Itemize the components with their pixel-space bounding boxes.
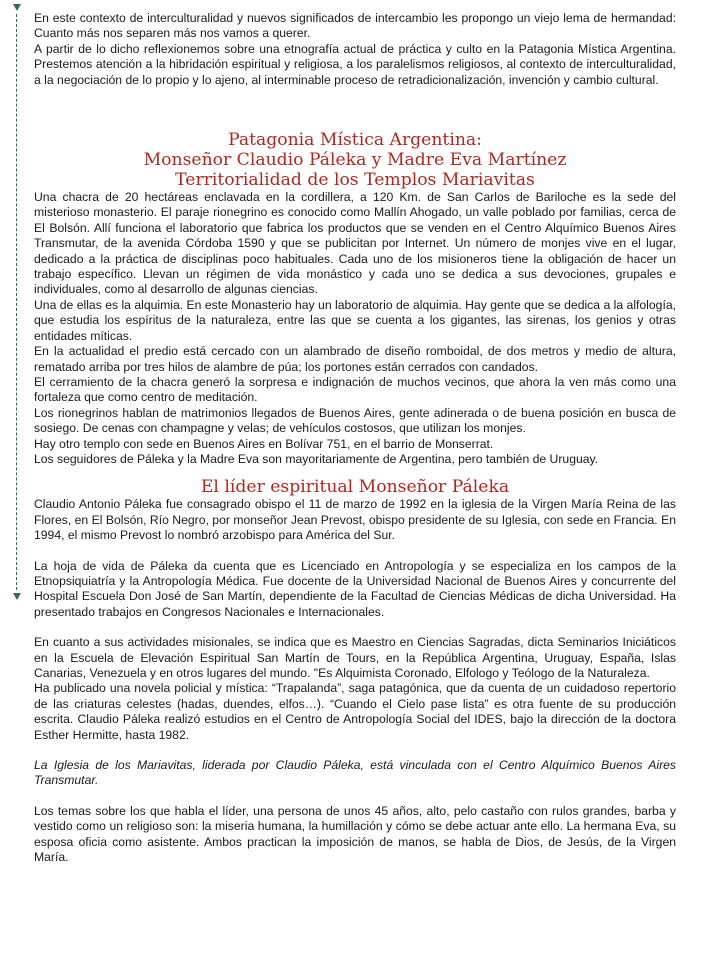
section-title: El líder espiritual Monseñor Páleka [200,477,510,498]
intro-paragraph: A partir de lo dicho reflexionemos sobre una etnografía actual de práctica y culto en la Patagonia Mística Argentina. Prestemos atención a la hibridación espiritual y religiosa, a los paralelismos religiosos, al contexto de interculturalidad, a la negociación de lo propio y lo ajeno, al interminable proceso de retradicionalización, invención y cambio cultural. [34,41,676,87]
section-title-line: Monseñor Claudio Páleka y Madre Eva Martínez [143,150,567,171]
margin-dashed-rule [13,4,21,600]
document-body [34,11,676,865]
arrow-down-icon [13,593,21,600]
body-paragraph: En cuanto a sus actividades misionales, se indica que es Maestro en Ciencias Sagradas, dicta Seminarios Iniciáticos en la Escuela de Elevación Espiritual San Martín de Tours, en la República Argentina, Uruguay, España, Islas Canarias, Venezuela y en otros lugares del mundo. "Es Alquimista Coronado, Elfologo y Teólogo de la Naturaleza. [34,635,676,680]
body-paragraph: Los seguidores de Páleka y la Madre Eva son mayoritariamente de Argentina, pero también de Uruguay. [34,451,599,466]
body-paragraph: La hoja de vida de Páleka da cuenta que es Licenciado en Antropología y se especializa en los campos de la Etnopsiquiatría y la Antropología Médica. Fue docente de la Universidad Nacional de Buenos Aires y concurrente del Hospital Escuela Don José de San Martín, dependiente de la Facultad de Ciencias Médicas de dicha Universidad. Ha presentado trabajos en Congresos Nacionales e Internacionales. [34,558,676,619]
body-paragraph: El cerramiento de la chacra generó la sorpresa e indignación de muchos vecinos, que ahora la ven más como una fortaleza que como centro de meditación. [34,374,676,405]
arrow-down-icon [13,4,21,11]
section-title-line: Territorialidad de los Templos Mariavitas [175,170,535,191]
body-paragraph: Una de ellas es la alquimia. En este Monasterio hay un laboratorio de alquimia. Hay gente que se dedica a la alfología, que estudia los espíritus de la naturaleza, entre las que se cuenta a los gigantes, las sirenas, los genios y otras entidades míticas. [34,297,676,343]
italic-text: La Iglesia de los Mariavitas, liderada por Claudio Páleka, está vinculada con el Centro Alquímico Buenos Aires Transmutar. [34,758,676,788]
body-paragraph: Los temas sobre los que habla el líder, una persona de unos 45 años, alto, pelo castaño con rulos grandes, barba y vestido como un religioso son: la miseria humana, la humillación y cómo se debe actuar ante ello. La hermana Eva, su esposa oficia como asistente. Ambos practican la imposición de manos, se habla de Dios, de Jesús, de la Virgen María. [34,803,676,865]
dashed-line [16,14,17,590]
body-paragraph: Ha publicado una novela policial y mística: “Trapalanda”, saga patagónica, que da cuenta de un cuidadoso repertorio de las criaturas celestes (hadas, duendes, elfos…). “Cuando el Cielo pase lista” es otra fuente de su producción escrita. Claudio Páleka realizó estudios en el Centro de Antropología Social del IDES, bajo la dirección de la doctora Esther Hermitte, hasta 1982. [34,681,676,742]
body-paragraph: Una chacra de 20 hectáreas enclavada en la cordillera, a 120 Km. de San Carlos de Bariloche es la sede del misterioso monasterio. El paraje rionegrino es conocido como Mallín Ahogado, un valle poblado por familias, cerca de El Bolsón. Allí funciona el laboratorio que fabrica los productos que se venden en el Centro Alquímico Buenos Aires Transmutar, de la avenida Córdoba 1590 y que se publicitan por Internet. Un número de monjes vive en el lugar, dedicado a la práctica de disciplinas poco habituales. Cada uno de los misioneros tiene la obligación de hacer un trabajo específico. Llevan un régimen de vida monástico y cada uno se dedica a sus devociones, grupales e individuales, como al desarrollo de algunas ciencias. [34,190,676,297]
italic-paragraph [34,758,676,789]
intro-paragraph: En este contexto de interculturalidad y nuevos significados de intercambio les propongo un viejo lema de hermandad: Cuanto más nos separen más nos vamos a querer. [34,11,676,41]
body-paragraph: Los rionegrinos hablan de matrimonios llegados de Buenos Aires, gente adinerada o de buena posición en busca de sosiego. De cenas con champagne y velas; de vehículos costosos, que utilizan los monjes. [34,405,676,436]
body-paragraph: Hay otro templo con sede en Buenos Aires en Bolívar 751, en el barrio de Monserrat. [34,436,494,451]
section-title-line: Patagonia Mística Argentina: [228,130,482,151]
body-paragraph: En la actualidad el predio está cercado con un alambrado de diseño romboidal, de dos metros y medio de altura, rematado arriba por tres hilos de alambre de púa; los portones están cerrados con candados. [34,344,676,374]
body-paragraph: Claudio Antonio Páleka fue consagrado obispo el 11 de marzo de 1992 en la iglesia de la Virgen María Reina de las Flores, en El Bolsón, Río Negro, por monseñor Jean Prevost, obispo presidente de su Iglesia, con sede en Francia. En 1994, el mismo Prevost lo nombró arzobispo para América del Sur. [34,497,676,543]
